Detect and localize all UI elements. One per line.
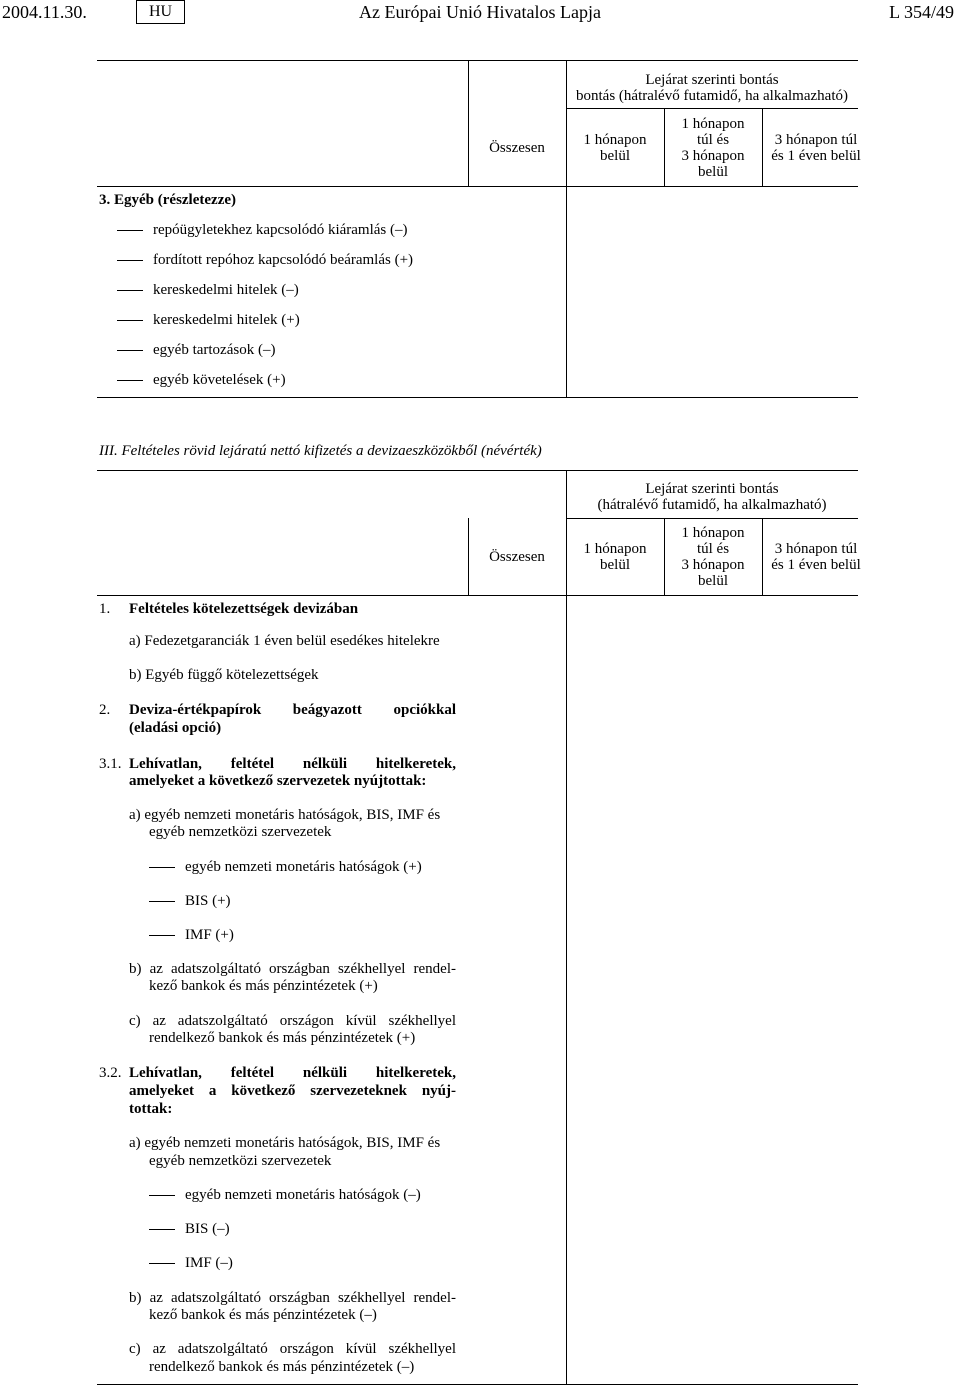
row-label: BIS (–) <box>149 1221 230 1237</box>
table-1-col-divider <box>468 60 469 186</box>
row-label: a) egyéb nemzeti monetáris hatóságok, BIS, IMF és <box>129 807 441 823</box>
col-header-1-to-3-months: 1 hónapon <box>681 116 745 132</box>
row-label: Deviza-értékpapírok beágyazott opciókkal <box>129 702 456 718</box>
row-number: 3.1. <box>99 756 122 772</box>
row-label: egyéb nemzetközi szervezetek <box>149 824 332 840</box>
col-header-within-1-month: belül <box>600 148 630 164</box>
row-number: 1. <box>99 601 111 617</box>
col-header-1-to-3-months: túl és <box>696 132 730 148</box>
row-label: IMF (–) <box>149 1255 233 1271</box>
table-1-bottom-border <box>97 397 858 398</box>
table-1-row: egyéb követelések (+) <box>117 372 286 388</box>
col-header-within-1-month: 1 hónapon <box>583 132 647 148</box>
col-header-3-months-to-1-year: 3 hónapon túl <box>774 132 858 148</box>
row-label: kező bankok és más pénzintézetek (+) <box>149 978 378 994</box>
row-label: egyéb nemzeti monetáris hatóságok (+) <box>149 859 422 875</box>
row-number: 2. <box>99 702 111 718</box>
col-header-total: Összesen <box>489 549 545 565</box>
row-label: b) Egyéb függő kötelezettségek <box>129 667 319 683</box>
table-1-row: fordított repóhoz kapcsolódó beáramlás (+) <box>117 252 413 268</box>
row-label: b) az adatszolgáltató országban székhellyel rendel- <box>129 961 456 977</box>
col-header-1-to-3-months: belül <box>698 164 728 180</box>
col-header-within-1-month: 1 hónapon <box>583 541 647 557</box>
table-1-col-divider <box>566 60 567 397</box>
col-header-3-months-to-1-year: és 1 éven belül <box>771 148 861 164</box>
row-label: a) Fedezetgaranciák 1 éven belül esedékes hitelekre <box>129 633 440 649</box>
table-1-group-header: Lejárat szerinti bontás <box>645 72 779 88</box>
col-header-total: Összesen <box>489 140 545 156</box>
row-label: Lehívatlan, feltétel nélküli hitelkeretek, <box>129 1065 456 1081</box>
section-title: III. Feltételes rövid lejáratú nettó kifizetés a devizaeszközökből (névérték) <box>99 443 542 459</box>
col-header-3-months-to-1-year: 3 hónapon túl <box>774 541 858 557</box>
table-1-row: kereskedelmi hitelek (+) <box>117 312 300 328</box>
row-label: b) az adatszolgáltató országban székhellyel rendel- <box>129 1290 456 1306</box>
table-2-group-divider <box>566 518 858 519</box>
col-header-3-months-to-1-year: és 1 éven belül <box>771 557 861 573</box>
table-2-col-divider <box>566 470 567 1384</box>
table-1-row-heading: 3. Egyéb (részletezze) <box>99 192 237 208</box>
table-1-row: kereskedelmi hitelek (–) <box>117 282 299 298</box>
row-label: egyéb nemzetközi szervezetek <box>149 1153 332 1169</box>
row-label: (eladási opció) <box>129 720 222 736</box>
col-header-1-to-3-months: túl és <box>696 541 730 557</box>
table-1-group-header: bontás (hátralévő futamidő, ha alkalmazható) <box>576 88 848 104</box>
col-header-1-to-3-months: 3 hónapon <box>681 557 745 573</box>
col-header-1-to-3-months: belül <box>698 573 728 589</box>
table-2-group-header: (hátralévő futamidő, ha alkalmazható) <box>597 497 827 513</box>
row-label: c) az adatszolgáltató országon kívül székhellyel <box>129 1013 456 1029</box>
table-1-row: egyéb tartozások (–) <box>117 342 275 358</box>
page-header <box>0 0 960 28</box>
row-label: Lehívatlan, feltétel nélküli hitelkeretek, <box>129 756 456 772</box>
col-header-within-1-month: belül <box>600 557 630 573</box>
language-badge: HU <box>136 0 185 24</box>
row-label: kező bankok és más pénzintézetek (–) <box>149 1307 377 1323</box>
row-label: egyéb nemzeti monetáris hatóságok (–) <box>149 1187 421 1203</box>
table-2-top-border <box>97 470 858 471</box>
row-label: c) az adatszolgáltató országon kívül székhellyel <box>129 1341 456 1357</box>
table-1-top-border <box>97 60 858 61</box>
row-label: amelyeket a következő szervezetek nyújtottak: <box>129 773 427 789</box>
table-1-group-divider <box>566 108 858 109</box>
row-label: amelyeket a következő szervezeteknek nyúj- <box>129 1083 456 1099</box>
col-header-1-to-3-months: 3 hónapon <box>681 148 745 164</box>
col-header-1-to-3-months: 1 hónapon <box>681 525 745 541</box>
row-number: 3.2. <box>99 1065 122 1081</box>
row-label: a) egyéb nemzeti monetáris hatóságok, BIS, IMF és <box>129 1135 441 1151</box>
row-label: rendelkező bankok és más pénzintézetek (+) <box>149 1030 416 1046</box>
table-2-header-bottom <box>97 595 858 596</box>
table-1-row: repóügyletekhez kapcsolódó kiáramlás (–) <box>117 222 408 238</box>
publication-date: 2004.11.30. <box>2 2 87 22</box>
row-label: tottak: <box>129 1101 173 1117</box>
row-label: rendelkező bankok és más pénzintézetek (–) <box>149 1359 415 1375</box>
row-label: Feltételes kötelezettségek devizában <box>129 601 359 617</box>
row-label: BIS (+) <box>149 893 231 909</box>
table-1-header-bottom <box>97 186 858 187</box>
row-label: IMF (+) <box>149 927 234 943</box>
table-2-group-header: Lejárat szerinti bontás <box>645 481 779 497</box>
page-number: L 354/49 <box>889 2 954 22</box>
journal-title: Az Európai Unió Hivatalos Lapja <box>359 2 601 22</box>
table-2-bottom-border <box>97 1384 858 1385</box>
